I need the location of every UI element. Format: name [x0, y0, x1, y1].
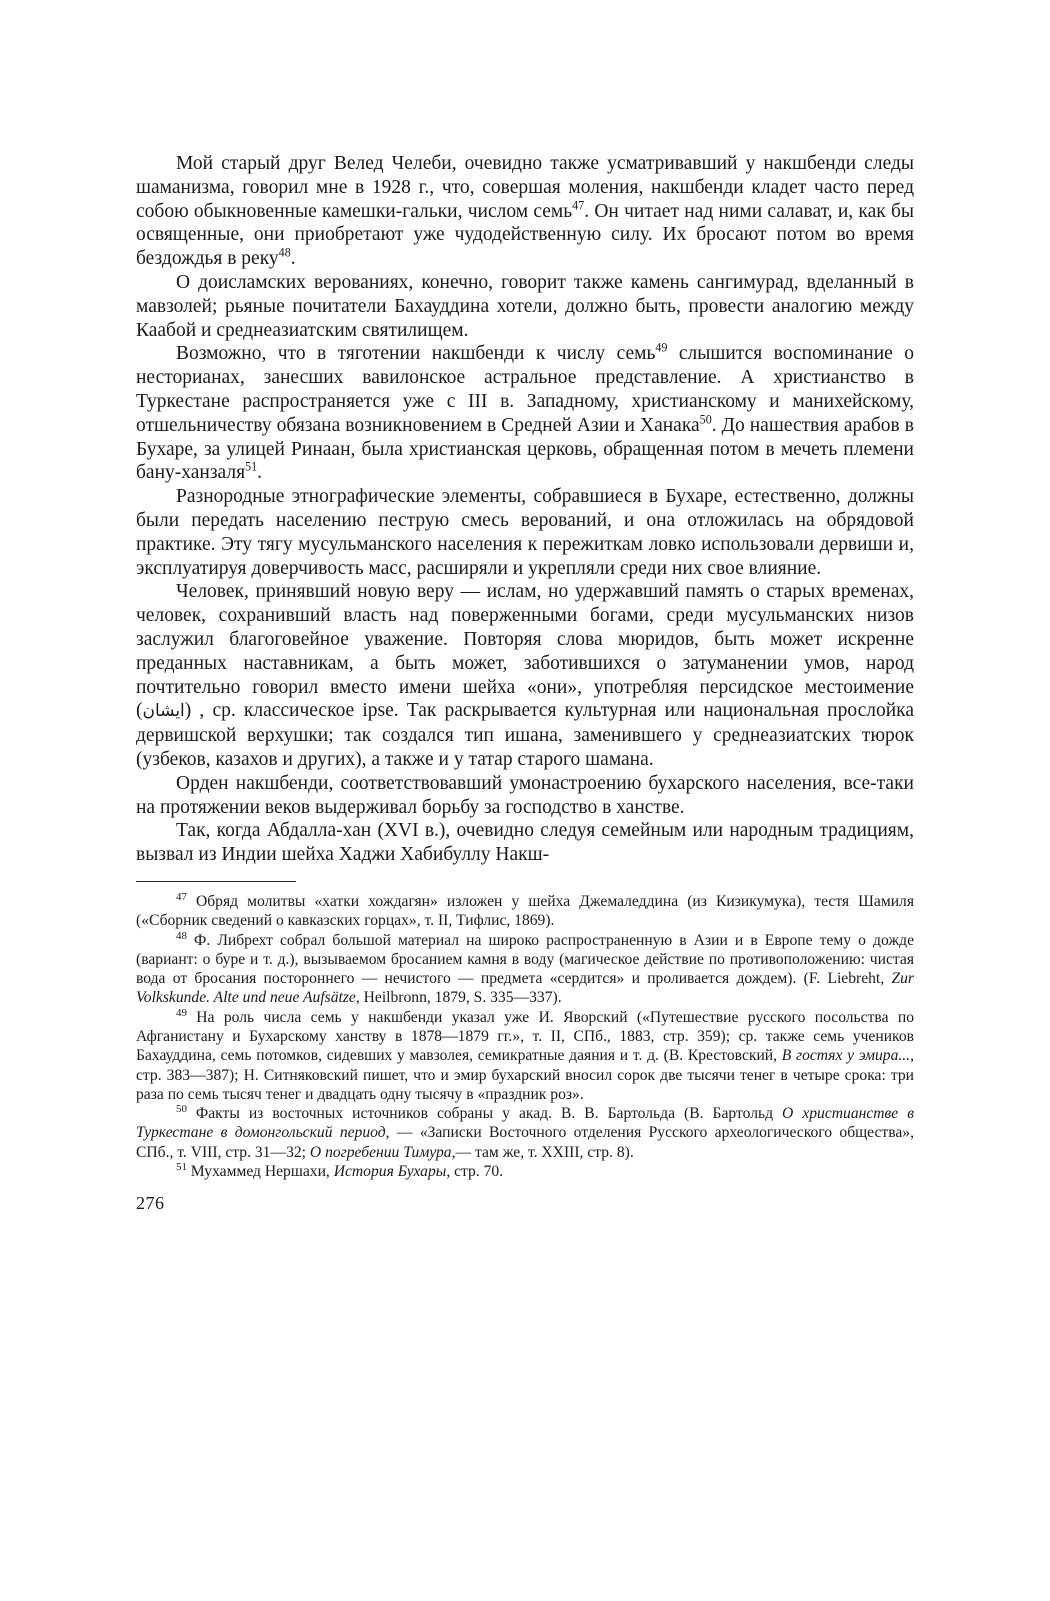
- footnote-50: $^{50}$ Факты из восточных источников собраны у акад. В. В. Бартольда (В. Бартольд О христианстве в Туркестане в домонгольский период, — «Записки Восточного отделения Русского археологического общества», СПб., т. VIII, стр. 31—32; О погребении Тимура,— там же, т. XXIII, стр. 8).: [136, 1102, 914, 1161]
- paragraph-1: Мой старый друг Велед Челеби, очевидно также усматривавший у накшбенди следы шаманизма, говорил мне в 1928 г., что, совершая моления, накшбенди кладет часто перед собою обыкновенные камешки-гальки, числом семь$^{47}$. Он читает над ними салават, и, как бы освященные, они приобретают уже чудодейственную силу. Их бросают потом во время бездождья в реку$^{48}$.: [136, 153, 914, 270]
- paragraph-4: Разнородные этнографические элементы, собравшиеся в Бухаре, естественно, должны были передать населению пеструю смесь верований, и она отложилась на обрядовой практике. Эту тягу мусульманского населения к пережиткам ловко использовали дервиши и, эксплуатируя доверчивость масс, расширяли и укрепляли среди них свое влияние.: [136, 486, 914, 579]
- footnote-divider: [136, 881, 296, 882]
- footnote-ref-49: 49: [655, 340, 668, 355]
- footnote-48: $^{48}$ Ф. Либрехт собрал большой материал на широко распространенную в Азии и в Европе тему о дожде (вариант: о буре и т. д.), вызываемом бросанием камня в воду (магическое действие по противоположению: чистая вода от бросания постороннего — нечистого — предмета «сердится» и проливается дождем). (F. Liebreht, Zur Volkskunde. Alte und neue Aufsätze, Heilbronn, 1879, S. 335—337).: [136, 929, 914, 1007]
- paragraph-2: О доисламских верованиях, конечно, говорит также камень сангимурад, вделанный в мавзолей; рьяные почитатели Бахауддина хотели, должно быть, провести аналогию между Каабой и среднеазиатским святилищем.: [136, 271, 914, 341]
- footnote-ref-50: 50: [699, 412, 712, 427]
- paragraph-5: Человек, принявший новую веру — ислам, но удержавший память о старых временах, человек, сохранивший власть над поверженными богами, среди мусульманских низов заслужил благоговейное уважение. Повторяя слова мюридов, быть может искренне преданных наставникам, а быть может, заботившихся о затуманении умов, народ почтительно говорил вместо имени шейха «они», употребляя персидское местоимение (ایشان) , ср. классическое ipse. Так раскрывается культурная или национальная прослойка дервишской верхушки; так создался тип ишана, заменившего у среднеазиатских тюрок (узбеков, казахов и других), а также и у татар старого шамана.: [136, 581, 914, 770]
- footnote-ref-47: 47: [572, 198, 585, 213]
- footnote-ref-51: 51: [245, 459, 258, 474]
- book-page: [136, 152, 914, 1214]
- footnote-47: $^{47}$ Обряд молитвы «хатки хождагян» изложен у шейха Джемаледдина (из Кизикумука), тестя Шамиля («Сборник сведений о кавказских горцах», т. II, Тифлис, 1869).: [136, 890, 914, 930]
- footnote-51: $^{51}$ Мухаммед Нершахи, История Бухары, стр. 70.: [176, 1160, 504, 1181]
- footnote-ref-48: 48: [278, 245, 291, 260]
- arabic-word: ایشان: [142, 701, 185, 722]
- paragraph-6: Орден накшбенди, соответствовавший умонастроению бухарского населения, все-таки на протяжении веков выдерживал борьбу за господство в ханстве.: [136, 772, 914, 818]
- footnotes: [136, 892, 914, 1181]
- main-text: [136, 152, 914, 867]
- paragraph-7: Так, когда Абдалла-хан (XVI в.), очевидно следуя семейным или народным традициям, вызвал из Индии шейха Хаджи Хабибуллу Накш-: [136, 820, 914, 866]
- footnote-49: $^{49}$ На роль числа семь у накшбенди указал уже И. Яворский («Путешествие русского посольства по Афганистану и Бухарскому ханству в 1878—1879 гг.», т. II, СПб., 1883, стр. 359); ср. также семь учеников Бахауддина, семь потомков, сидевших у мавзолея, семикратные даяния и т. д. (В. Крестовский, В гостях у эмира..., стр. 383—387); Н. Ситняковский пишет, что и эмир бухарский вносил сорок две тысячи тенег в четыре срока: три раза по семь тысяч тенег и двадцать одну тысячу в «праздник роз».: [136, 1006, 914, 1103]
- page-number: 276: [136, 1193, 165, 1214]
- paragraph-3: Возможно, что в тяготении накшбенди к числу семь$^{49}$ слышится воспоминание о несторианах, занесших вавилонское астральное представление. А христианство в Туркестане распространяется уже с III в. Западному, христианскому и манихейскому, отшельничеству обязана возникновением в Средней Азии и Ханака$^{50}$. До нашествия арабов в Бухаре, за улицей Ринаан, была христианская церковь, обращенная потом в мечеть племени бану-ханзаля$^{51}$.: [136, 340, 914, 484]
